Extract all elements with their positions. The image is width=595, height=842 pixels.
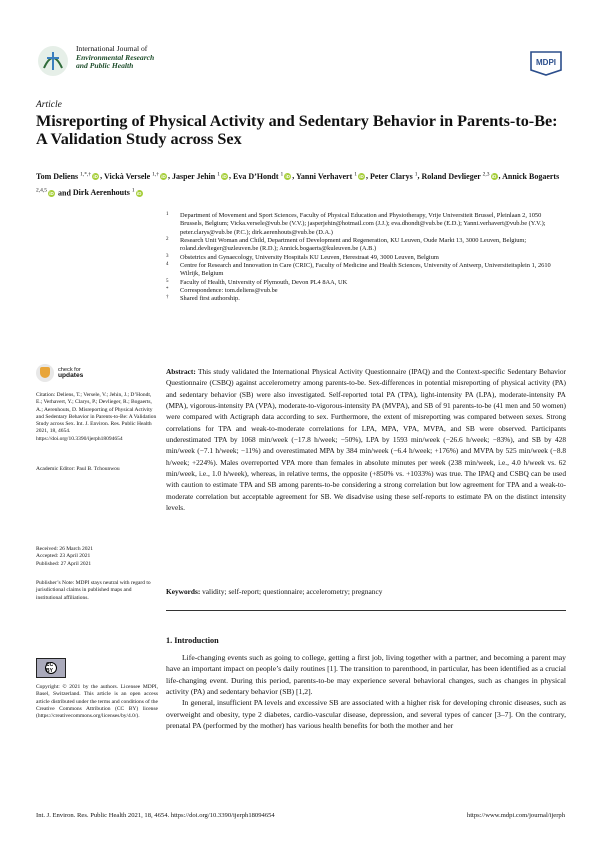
abstract	[166, 366, 566, 513]
affiliations	[166, 212, 566, 304]
affiliation-item: 3 Obstetrics and Gynaecology, University Hospitals KU Leuven, Herestraat 49, 3000 Leuven, Belgium	[166, 253, 439, 261]
author[interactable]: Vickà Versele $^{1,\dagger}$ iD	[104, 171, 166, 181]
correspondence[interactable]: * Correspondence: tom.deliens@vub.be	[166, 287, 278, 295]
orcid-icon[interactable]: iD	[161, 174, 166, 180]
mdpi-logo-icon	[527, 50, 565, 76]
footer-citation[interactable]: Int. J. Environ. Res. Public Health 2021, 18, 4654. https://doi.org/10.3390/ijerph18094654	[36, 812, 275, 819]
author[interactable]: Tom Deliens $^{1,*,\dagger}$ iD	[36, 171, 98, 181]
check-updates-line2: updates	[58, 372, 84, 379]
abstract-label: Abstract:	[166, 367, 196, 376]
author-list: Tom Deliens $^{1,*,\dagger}$ iD , Vickà Versele $^{1,\dagger}$ iD , Jasper Jehin $^1$ iD , Eva D’Hondt $^1$ iD , Yanni Verhavert $^1$ iD , Peter Clarys $^1$, Roland Devlieger $^{2,3}$ iD , Annick Bogaerts $^{2,4,5}$ iD and Dirk Aerenhouts $^1$ iD	[36, 171, 560, 198]
author[interactable]: Jasper Jehin $^1$ iD	[172, 171, 227, 181]
check-updates-line1: check for	[58, 366, 81, 373]
author[interactable]: Annick Bogaerts $^{2,4,5}$ iD	[36, 171, 560, 196]
author[interactable]: Yanni Verhavert $^1$ iD	[296, 171, 364, 181]
orcid-icon[interactable]: iD	[359, 174, 364, 180]
academic-editor: Academic Editor: Paul B. Tchounwou	[36, 466, 120, 472]
journal-logo-icon	[36, 44, 70, 78]
published-date: Published: 27 April 2021	[36, 560, 92, 567]
affiliation-item: 5 Faculty of Health, University of Plymouth, Devon PL4 8AA, UK	[166, 278, 348, 286]
author[interactable]: Peter Clarys $^1$	[369, 171, 418, 181]
journal-name	[76, 45, 216, 71]
publication-dates	[36, 546, 158, 568]
paragraph: In general, insufficient PA levels and excessive SB are associated with a higher risk for developing chronic diseases, such as overweight and obesity, type 2 diabetes, cardio-vascular disease, depression, and several types of cancer [3–7]. On the contrary, prenatal PA (performed by the mother) has various health benefits for both the mother and her	[166, 698, 566, 731]
check-for-updates-button[interactable]	[36, 364, 83, 382]
publisher-logo-text: MDPI	[536, 58, 556, 67]
affiliation-item: 2 Research Unit Woman and Child, Department of Development and Regeneration, KU Leuven, Oude Markt 13, 3000 Leuven, Belgium; roland.devlieger@uzleuven.be (R.D.); Annick.bogaerts@kuleuven.be (A.B.)	[166, 237, 527, 253]
introduction-body	[166, 652, 566, 731]
orcid-icon[interactable]: iD	[136, 190, 142, 196]
keywords-text: validity; self-report; questionnaire; accelerometry; pregnancy	[202, 587, 383, 596]
accepted-date: Accepted: 23 April 2021	[36, 553, 91, 560]
article-type: Article	[36, 100, 62, 110]
journal-name-line1: International Journal of	[76, 44, 148, 53]
citation[interactable]: Citation: Deliens, T.; Versele, V.; Jehin, J.; D’Hondt, E.; Verhavert, Y.; Clarys, P.; Devlieger, R.; Bogaerts, A.; Aerenhouts, D. Misreporting of Physical Activity and Sedentary Behavior in Parents-to-Be: A Validation Study across Sex. Int. J. Environ. Res. Public Health 2021, 18, 4654. https://doi.org/10.3390/ijerph18094654	[36, 392, 157, 442]
orcid-icon[interactable]: iD	[93, 174, 98, 180]
affiliation-item: 4 Centre for Research and Innovation in Care (CRIC), Faculty of Medicine and Health Sciences, University of Antwerp, Universiteitsplein 1, 2610 Wilrijk, Belgium	[166, 262, 551, 278]
affiliation-note: † Shared first authorship.	[166, 295, 240, 303]
author[interactable]: Eva D’Hondt $^1$ iD	[232, 171, 291, 181]
journal-name-line2: Environmental Research	[76, 52, 155, 62]
abstract-text: This study validated the International Physical Activity Questionnaire (IPAQ) and the Context-specific Sedentary Behavior Questionnaire (CSBQ) against accelerometry among parents-to-be. Sex-differences in potential misreporting of physical activity (PA) and sedentary behavior (SB) were also investigated. Self-reported total PA (TPA), light-intensity PA (LPA), moderate-intensity PA (MPA), vigorous-intensity PA (VPA), moderate-to-vigorous-intensity PA (MVPA), and SB of 91 parents-to-be (41 men and 50 women) were compared with Actigraph data according to sex. Furthermore, the extent of misreporting was compared between sexes. Strong correlations for TPA and weak-to-moderate correlations for LPA, MPA, VPA, MVPA, and SB were observed. Participants underestimated TPA by 1068 min/week (−17.8 h/week; −50%), LPA by 1593 min/week (−26.6 h/week; −83%), and SB by 428 min/week (−7.1 h/week; −11%) and overestimated MPA by 384 min/week (−6.4 h/week; +176%) and MVPA by 525 min/week (−8.8 h/week; +224%). Males overreported VPA more than females in absolute minutes per week (238 min/week, i.e., 4.0 h/week vs. 62 min/week, i.e., 1.0 h/week), whereas, in relative terms, the opposite (+850% vs. +1033%) was true. The IPAQ and CSBQ can be used with caution to estimate TPA and SB among parents-to-be considering a strong correlation but low agreement for TPA and a weak-to-moderate correlation but acceptable agreement for SB. We disadvise using these self-reports to estimate PA on the distinct intensity levels.	[166, 367, 566, 513]
orcid-icon[interactable]: iD	[222, 174, 227, 180]
keywords-label: Keywords:	[166, 587, 201, 596]
section-heading: 1. Introduction	[166, 636, 219, 645]
footer-journal-link[interactable]: https://www.mdpi.com/journal/ijerph	[466, 812, 565, 819]
journal-name-line3: and Public Health	[76, 61, 134, 71]
cc-license-icon[interactable]: CC BY	[36, 658, 66, 678]
orcid-icon[interactable]: iD	[49, 190, 54, 196]
paragraph: Life-changing events such as going to college, getting a first job, living together with a partner, and becoming a parent may have an important impact on people’s daily routines [1]. The transition to parenthood, in particular, has been identified as a crucial life-changing event. During this period, parents-to-be may experience several behavioral changes, such as changes in physical activity (PA) and sedentary behavior (SB) [1,2].	[166, 653, 566, 697]
received-date: Received: 26 March 2021	[36, 546, 93, 552]
article-title: Misreporting of Physical Activity and Sedentary Behavior in Parents-to-Be: A Validation Study across Sex	[36, 112, 558, 148]
section-divider	[166, 610, 566, 611]
orcid-icon[interactable]: iD	[285, 174, 291, 180]
copyright-notice: Copyright: © 2021 by the authors. Licensee MDPI, Basel, Switzerland. This article is an open access article distributed under the terms and conditions of the Creative Commons Attribution (CC BY) license (https://creativecommons.org/licenses/by/4.0/).	[36, 684, 158, 720]
publisher-note: Publisher’s Note: MDPI stays neutral with regard to jurisdictional claims in published maps and institutional affiliations.	[36, 580, 151, 601]
bookmark-icon	[36, 364, 54, 382]
keywords	[166, 587, 566, 597]
affiliation-item: 1 Department of Movement and Sport Sciences, Faculty of Physical Education and Physiotherapy, Vrije Universiteit Brussel, Pleinlaan 2, 1050 Brussels, Belgium; Vicka.versele@vub.be (V.V.); jasperjehin@hotmail.com (J.J.); eva.dhondt@vub.be (E.D.); Yanni.verhavert@vub.be (Y.V.); peter.clarys@vub.be (P.C.); dirk.aerenhouts@vub.be (D.A.)	[166, 212, 546, 236]
author[interactable]: Roland Devlieger $^{2,3}$ iD	[421, 171, 497, 181]
author[interactable]: Dirk Aerenhouts $^1$ iD	[72, 187, 142, 198]
orcid-icon[interactable]: iD	[491, 174, 497, 180]
